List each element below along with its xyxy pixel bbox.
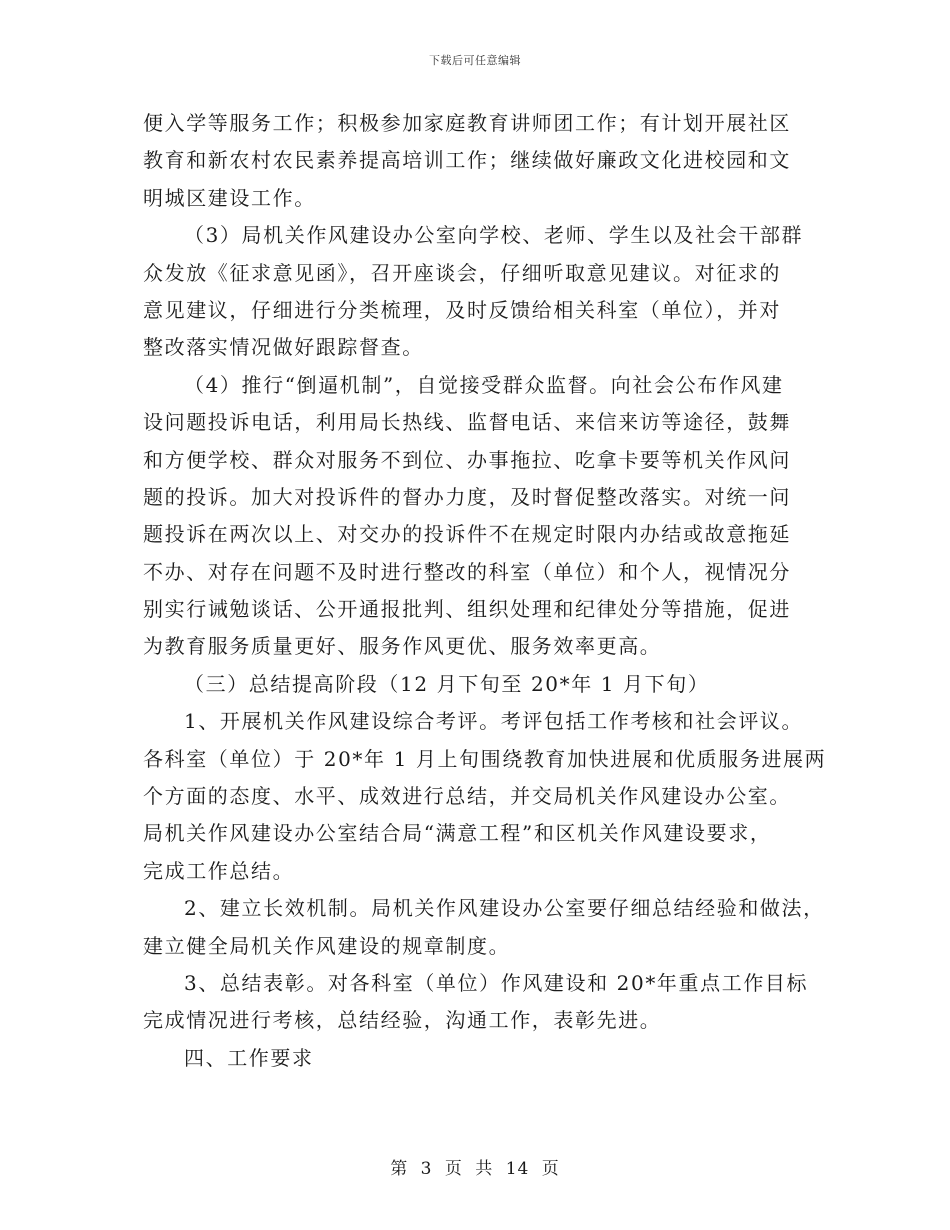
page-number: 第 3 页 共 14 页 <box>390 1159 560 1179</box>
text-line: 和方便学校、群众对服务不到位、办事拖拉、吃拿卡要等机关作风问 <box>143 447 791 472</box>
text-line: 各科室（单位）于 20*年 1 月上旬围绕教育加快进展和优质服务进展两 <box>143 746 827 771</box>
text-line: 便入学等服务工作；积极参加家庭教育讲师团工作；有计划开展社区 <box>143 111 791 135</box>
paragraph-start-line: 3、总结表彰。对各科室（单位）作风建设和 20*年重点工作目标 <box>184 970 809 995</box>
text-line: 教育和新农村农民素养提高培训工作；继续做好廉政文化进校园和文 <box>143 148 791 173</box>
section-heading: 四、工作要求 <box>184 1045 314 1070</box>
text-line: 局机关作风建设办公室结合局“满意工程”和区机关作风建设要求， <box>143 821 772 846</box>
text-line: 建立健全局机关作风建设的规章制度。 <box>143 933 511 958</box>
text-line: 完成工作总结。 <box>143 858 295 883</box>
text-line: 整改落实情况做好跟踪督查。 <box>143 335 424 360</box>
text-line: 个方面的态度、水平、成效进行总结，并交局机关作风建设办公室。 <box>143 784 791 809</box>
text-line: 设问题投诉电话，利用局长热线、监督电话、来信来访等途径，鼓舞 <box>143 410 791 435</box>
section-heading: （三）总结提高阶段（12 月下旬至 20*年 1 月下旬） <box>184 671 710 696</box>
text-line: 意见建议，仔细进行分类梳理，及时反馈给相关科室（单位），并对 <box>143 297 781 322</box>
text-line: 完成情况进行考核，总结经验，沟通工作，表彰先进。 <box>143 1008 662 1033</box>
page-header-note: 下载后可任意编辑 <box>429 54 521 67</box>
paragraph-start-line: 2、建立长效机制。局机关作风建设办公室要仔细总结经验和做法， <box>184 896 825 921</box>
document-body <box>143 105 827 1077</box>
text-line: 为教育服务质量更好、服务作风更优、服务效率更高。 <box>143 634 662 659</box>
paragraph-start-line: （3）局机关作风建设办公室向学校、老师、学生以及社会干部群 <box>184 223 804 248</box>
text-line: 题投诉在两次以上、对交办的投诉件不在规定时限内办结或故意拖延 <box>143 522 791 547</box>
text-line: 不办、对存在问题不及时进行整改的科室（单位）和个人，视情况分 <box>143 559 791 584</box>
paragraph-start-line: 1、开展机关作风建设综合考评。考评包括工作考核和社会评议。 <box>184 709 804 734</box>
paragraph-start-line: （4）推行“倒逼机制”，自觉接受群众监督。向社会公布作风建 <box>184 372 784 397</box>
text-line: 明城区建设工作。 <box>143 185 316 210</box>
text-line: 题的投诉。加大对投诉件的督办力度，及时督促整改落实。对统一问 <box>143 484 791 509</box>
text-line: 众发放《征求意见函》，召开座谈会，仔细听取意见建议。对征求的 <box>143 260 781 285</box>
text-line: 别实行诫勉谈话、公开通报批判、组织处理和纪律处分等措施，促进 <box>143 597 791 622</box>
